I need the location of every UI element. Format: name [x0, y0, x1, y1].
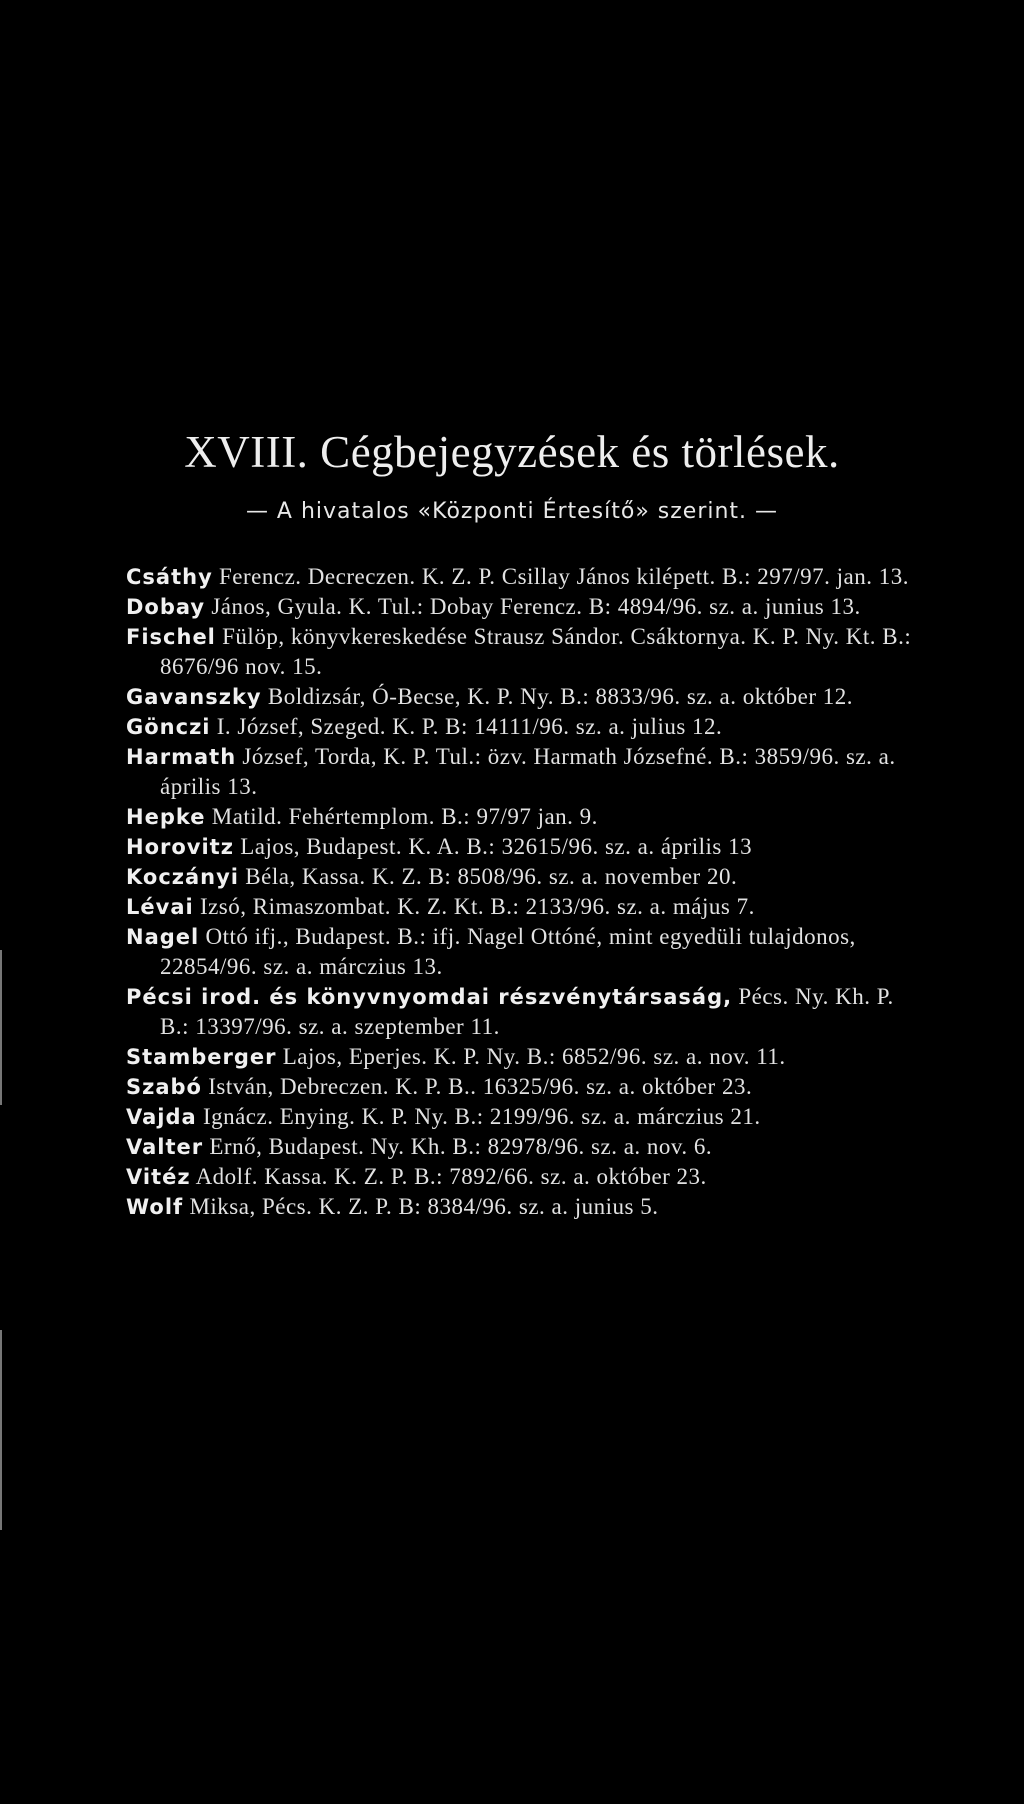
entry-text: Béla, Kassa. K. Z. B: 8508/96. sz. a. november 20. [239, 864, 738, 889]
registry-entry [126, 1042, 916, 1072]
entry-name: Wolf [126, 1195, 184, 1219]
registry-entry [126, 862, 916, 892]
registry-entry [126, 922, 916, 982]
registry-entry [126, 802, 916, 832]
registry-entry [126, 892, 916, 922]
registry-entry [126, 1192, 916, 1222]
entry-text: Adolf. Kassa. K. Z. P. B.: 7892/66. sz. a. október 23. [190, 1164, 707, 1189]
page-subtitle: — A hivatalos «Központi Értesítő» szerint. — [245, 499, 779, 524]
entry-name: Valter [126, 1135, 204, 1159]
entry-name: Hepke [126, 805, 206, 829]
entry-text: Miksa, Pécs. K. Z. P. B: 8384/96. sz. a. junius 5. [183, 1194, 659, 1219]
registry-entry [126, 682, 916, 712]
entry-name: Csáthy [126, 565, 213, 589]
registry-entry [126, 562, 916, 592]
entry-text: János, Gyula. K. Tul.: Dobay Ferencz. B: 4894/96. sz. a. junius 13. [205, 594, 861, 619]
entry-name: Lévai [126, 895, 194, 919]
entry-text: Izsó, Rimaszombat. K. Z. Kt. B.: 2133/96. sz. a. május 7. [193, 894, 755, 919]
entry-name: Horovitz [126, 835, 234, 859]
registry-entry [126, 1132, 916, 1162]
registry-entry [126, 1162, 916, 1192]
entry-text: I. József, Szeged. K. P. B: 14111/96. sz. a. julius 12. [210, 714, 723, 739]
registry-entry [126, 742, 916, 802]
entry-text: Ernő, Budapest. Ny. Kh. B.: 82978/96. sz. a. nov. 6. [203, 1134, 713, 1159]
entry-name: Koczányi [126, 865, 240, 889]
registry-entry [126, 832, 916, 862]
margin-mark [0, 950, 2, 1105]
entry-name: Fischel [126, 625, 216, 649]
registry-entry [126, 1102, 916, 1132]
entry-text: Ferencz. Decreczen. K. Z. P. Csillay János kilépett. B.: 297/97. jan. 13. [212, 564, 909, 589]
entry-text: József, Torda, K. P. Tul.: özv. Harmath Józsefné. B.: 3859/96. sz. a. április 13. [160, 744, 896, 799]
page-title: XVIII. Cégbejegyzések és törlések. [184, 427, 840, 477]
entry-text: Ignácz. Enying. K. P. Ny. B.: 2199/96. sz. a. márczius 21. [196, 1104, 761, 1129]
entry-name: Gönczi [126, 715, 211, 739]
entry-name: Stamberger [126, 1045, 277, 1069]
entry-name: Dobay [126, 595, 206, 619]
entry-name: Szabó [126, 1075, 202, 1099]
entry-name: Gavanszky [126, 685, 262, 709]
registry-entry [126, 622, 916, 682]
registry-entry [126, 982, 916, 1042]
entry-text: Lajos, Budapest. K. A. B.: 32615/96. sz. a. április 13 [233, 834, 753, 859]
entry-text: Pécs. Ny. Kh. P. B.: 13397/96. sz. a. szeptember 11. [160, 984, 894, 1039]
registry-entry [126, 592, 916, 622]
entry-name: Nagel [126, 925, 200, 949]
entry-text: Boldizsár, Ó-Becse, K. P. Ny. B.: 8833/96. sz. a. október 12. [261, 684, 853, 709]
entry-text: Matild. Fehértemplom. B.: 97/97 jan. 9. [205, 804, 598, 829]
entry-name: Harmath [126, 745, 237, 769]
entry-text: István, Debreczen. K. P. B.. 16325/96. sz. a. október 23. [201, 1074, 753, 1099]
entry-text: Lajos, Eperjes. K. P. Ny. B.: 6852/96. sz. a. nov. 11. [276, 1044, 786, 1069]
entry-name: Vajda [126, 1105, 197, 1129]
registry-entry [126, 1072, 916, 1102]
entry-name: Pécsi irod. és könyvnyomdai részvénytársaság, [126, 985, 733, 1009]
entry-text: Ottó ifj., Budapest. B.: ifj. Nagel Ottóné, mint egyedüli tulajdonos, 22854/96. sz. a. márczius 13. [160, 924, 856, 979]
entry-text: Fülöp, könyvkereskedése Strausz Sándor. Csáktornya. K. P. Ny. Kt. B.: 8676/96 nov. 15. [160, 624, 912, 679]
margin-mark [0, 1330, 2, 1530]
entry-name: Vitéz [126, 1165, 191, 1189]
registry-entries [126, 562, 916, 1222]
registry-entry [126, 712, 916, 742]
